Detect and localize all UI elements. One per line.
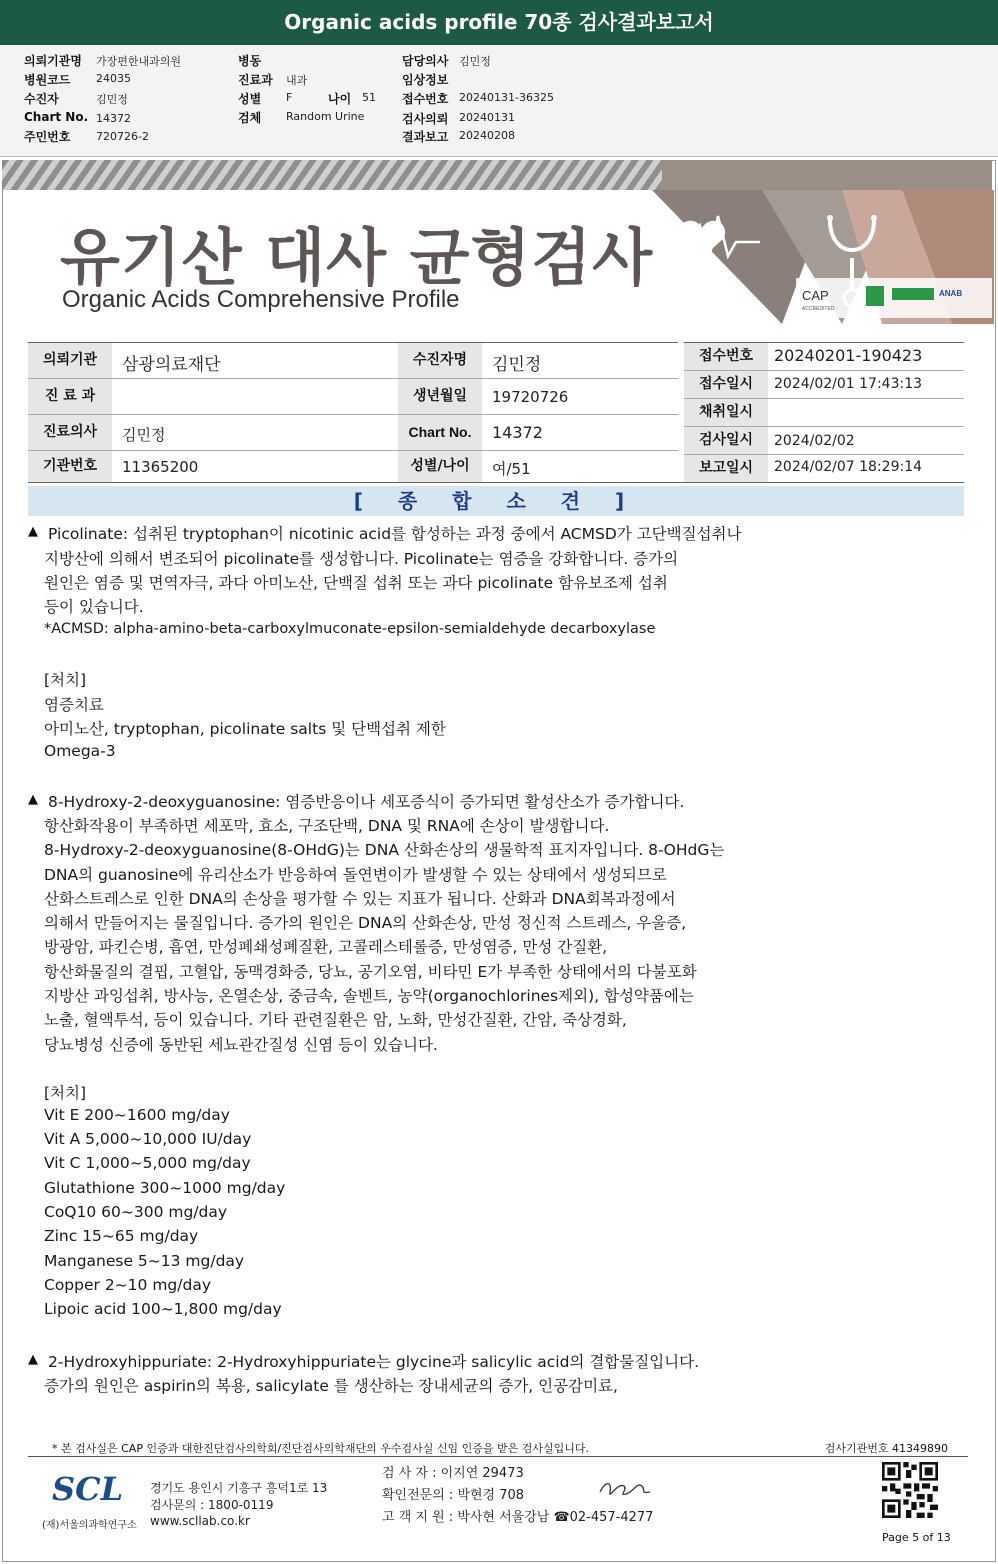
header-value: Random Urine xyxy=(286,110,365,123)
summary-line: 의해서 만들어지는 물질입니다. 증가의 원인은 DNA의 산화손상, 만성 정신적 스트레스, 우울증, xyxy=(44,914,687,932)
profile-title-en: Organic Acids Comprehensive Profile xyxy=(62,286,460,313)
label-name: 수진자명 xyxy=(398,343,482,378)
label-sex-age: 성별/나이 xyxy=(398,451,482,482)
summary-line: 산화스트레스로 인한 DNA의 손상을 평가할 수 있는 지표가 됩니다. 산화과 DNA회복과정에서 xyxy=(44,890,676,908)
summary-line: Omega-3 xyxy=(44,742,116,760)
summary-line: 염증치료 xyxy=(44,696,104,714)
footer-support: 고 객 지 원 : 박사현 서울강남 ☎02-457-4277 xyxy=(382,1510,654,1525)
header-value: 내과 xyxy=(286,74,308,87)
decor-stripe xyxy=(2,160,662,190)
label-doctor: 진료의사 xyxy=(28,415,112,450)
label-collect: 채취일시 xyxy=(684,399,768,426)
summary-line: 원인은 염증 및 면역자극, 과다 아미노산, 단백질 섭취 또는 과다 picolinate 함유보조제 섭취 xyxy=(44,574,668,592)
summary-line: 8-Hydroxy-2-deoxyguanosine: 염증반응이나 세포증식이 증가되면 활성산소가 증가합니다. xyxy=(48,793,685,811)
header-label: 병동 xyxy=(238,54,262,68)
summary-line: 증가의 원인은 aspirin의 복용, salicylate 를 생산하는 장내세균의 증가, 인공감미료, xyxy=(44,1377,618,1395)
footer-address: 경기도 용인시 기흥구 흥덕1로 13 xyxy=(150,1481,328,1495)
header-value: F xyxy=(286,91,293,104)
summary-line: 2-Hydroxyhippuriate: 2-Hydroxyhippuriate는 glycine과 salicylic acid의 결합물질입니다. xyxy=(48,1353,700,1371)
header-value: 24035 xyxy=(96,72,131,85)
page-number: Page 5 of 13 xyxy=(882,1531,951,1544)
value-recv-date: 2024/02/01 17:43:13 xyxy=(774,376,923,392)
header-label: 병원코드 xyxy=(24,73,71,87)
header-label: 임상정보 xyxy=(402,73,449,87)
value-birth: 19720726 xyxy=(492,388,569,406)
header-label: 의뢰기관명 xyxy=(24,54,82,68)
label-recv-no: 접수번호 xyxy=(684,343,768,370)
anab-logo: ANAB xyxy=(939,289,963,298)
footer-confirm: 확인전문의 : 박현경 708 xyxy=(382,1488,525,1503)
summary-line: 아미노산, tryptophan, picolinate salts 및 단백섭취 제한 xyxy=(44,720,446,738)
qr-code-icon xyxy=(882,1462,938,1518)
summary-line: DNA의 guanosine에 유리산소가 반응하여 돌연변이가 발생할 수 있는 상태에서 생성되므로 xyxy=(44,866,667,884)
footer-tester: 검 사 자 : 이지연 29473 xyxy=(382,1466,524,1481)
summary-line: Vit A 5,000~10,000 IU/day xyxy=(44,1130,252,1148)
lm-logo xyxy=(866,286,884,306)
value-name: 김민정 xyxy=(492,355,542,375)
triangle-bullet-icon: ▲ xyxy=(28,524,38,539)
label-inst-no: 기관번호 xyxy=(28,451,112,482)
header-label: 성별 xyxy=(238,92,262,106)
value-recv-no: 20240201-190423 xyxy=(774,346,923,365)
cap-sub: ACCREDITED xyxy=(802,306,835,312)
profile-title-ko: 유기산 대사 균형검사 xyxy=(60,221,654,294)
label-chart: Chart No. xyxy=(398,415,482,450)
summary-line: 당뇨병성 신증에 동반된 세뇨관간질성 신염 등이 있습니다. xyxy=(44,1036,438,1054)
triangle-bullet-icon: ▲ xyxy=(28,1352,38,1367)
value-report-date: 2024/02/07 18:29:14 xyxy=(774,459,923,475)
summary-line: 지방산 과잉섭취, 방사능, 온열손상, 중금속, 솔벤트, 농약(organochlorines제외), 합성약품에는 xyxy=(44,987,694,1005)
summary-line: 방광암, 파킨슨병, 흡연, 만성폐쇄성폐질환, 고콜레스테롤증, 만성염증, 만성 간질환, xyxy=(44,938,608,956)
summary-line: 8-Hydroxy-2-deoxyguanosine(8-OHdG)는 DNA 산화손상의 생물학적 표지자입니다. 8-OHdG는 xyxy=(44,841,725,859)
summary-line: *ACMSD: alpha-amino-beta-carboxylmuconate-epsilon-semialdehyde decarboxylase xyxy=(44,621,656,637)
header-value: 51 xyxy=(362,91,376,104)
header-label: 진료과 xyxy=(238,73,273,87)
header-label: 검사의뢰 xyxy=(402,112,449,126)
header-label: 수진자 xyxy=(24,92,59,106)
header-label: 주민번호 xyxy=(24,130,71,144)
header-value: 20240131 xyxy=(459,111,515,124)
header-value: 20240208 xyxy=(459,129,515,142)
summary-line: 항산화작용이 부족하면 세포막, 효소, 구조단백, DNA 및 RNA에 손상이 발생합니다. xyxy=(44,817,610,835)
report-title: Organic acids profile 70종 검사결과보고서 xyxy=(0,0,998,45)
triangle-bullet-icon: ▲ xyxy=(28,792,38,807)
label-dept: 진 료 과 xyxy=(28,379,112,414)
header-value: 20240131-36325 xyxy=(459,91,554,104)
header-value: 14372 xyxy=(96,112,131,125)
cap-logo: CAP xyxy=(802,288,829,303)
value-chart: 14372 xyxy=(492,423,543,442)
summary-line: 항산화물질의 결핍, 고혈압, 동맥경화증, 당뇨, 공기오염, 비타민 E가 부족한 상태에서의 다불포화 xyxy=(44,963,697,981)
summary-line: Vit C 1,000~5,000 mg/day xyxy=(44,1154,251,1172)
summary-line: [처치] xyxy=(44,1084,87,1102)
summary-line: 지방산에 의해서 변조되어 picolinate를 생성합니다. Picolinate는 염증을 강화합니다. 증가의 xyxy=(44,550,679,568)
footer-web: www.scllab.co.kr xyxy=(150,1514,250,1528)
header-label: 접수번호 xyxy=(402,92,449,106)
header-label: 결과보고 xyxy=(402,130,449,144)
header-label: Chart No. xyxy=(24,110,89,124)
summary-line: 노출, 혈액투석, 등이 있습니다. 기타 관련질환은 암, 노화, 만성간질환, 간암, 죽상경화, xyxy=(44,1011,627,1029)
summary-line: Copper 2~10 mg/day xyxy=(44,1276,211,1294)
footer-phone: 검사문의 : 1800-0119 xyxy=(150,1498,274,1512)
label-birth: 생년월일 xyxy=(398,379,482,414)
label-report-date: 보고일시 xyxy=(684,455,768,482)
summary-line: Glutathione 300~1000 mg/day xyxy=(44,1179,286,1197)
summary-line: Lipoic acid 100~1,800 mg/day xyxy=(44,1300,282,1318)
summary-heading: [ 종 합 소 견 ] xyxy=(28,486,964,516)
value-institution: 삼광의료재단 xyxy=(122,355,221,375)
summary-line: Zinc 15~65 mg/day xyxy=(44,1227,199,1245)
header-value: 가장편한내과의원 xyxy=(96,55,182,68)
signature xyxy=(596,1474,656,1502)
institution-number: 검사기관번호 41349890 xyxy=(824,1442,948,1455)
heart-stethoscope-graphic xyxy=(652,160,994,324)
label-institution: 의뢰기관 xyxy=(28,343,112,378)
scl-logo: SCL xyxy=(52,1470,124,1508)
summary-line: Manganese 5~13 mg/day xyxy=(44,1252,245,1270)
summary-line: Vit E 200~1600 mg/day xyxy=(44,1106,230,1124)
value-doctor: 김민정 xyxy=(122,426,166,444)
header-label: 검체 xyxy=(238,111,262,125)
header-value: 720726-2 xyxy=(96,130,149,143)
certification-note: * 본 검사실은 CAP 인증과 대한진단검사의학회/진단검사의학재단의 우수검사실 신임 인증을 받은 검사실입니다. xyxy=(52,1442,590,1455)
label-recv-date: 접수일시 xyxy=(684,371,768,398)
header-value: 김민정 xyxy=(459,55,491,68)
footer-divider xyxy=(28,1456,968,1457)
summary-line: 등이 있습니다. xyxy=(44,598,144,616)
header-value: 김민정 xyxy=(96,93,128,106)
header-label: 나이 xyxy=(328,92,352,106)
summary-line: CoQ10 60~300 mg/day xyxy=(44,1203,228,1221)
value-test-date: 2024/02/02 xyxy=(774,433,855,449)
value-inst-no: 11365200 xyxy=(122,458,199,476)
summary-line: [처치] xyxy=(44,671,87,689)
kfda-logo xyxy=(892,288,934,300)
label-test-date: 검사일시 xyxy=(684,427,768,454)
org-name: (재)서울의과학연구소 xyxy=(42,1520,137,1531)
report-header xyxy=(0,0,998,157)
summary-line: Picolinate: 섭취된 tryptophan이 nicotinic acid를 합성하는 과정 중에서 ACMSD가 고단백질섭취나 xyxy=(48,525,742,543)
value-sex-age: 여/51 xyxy=(492,460,531,478)
header-label: 담당의사 xyxy=(402,54,449,68)
